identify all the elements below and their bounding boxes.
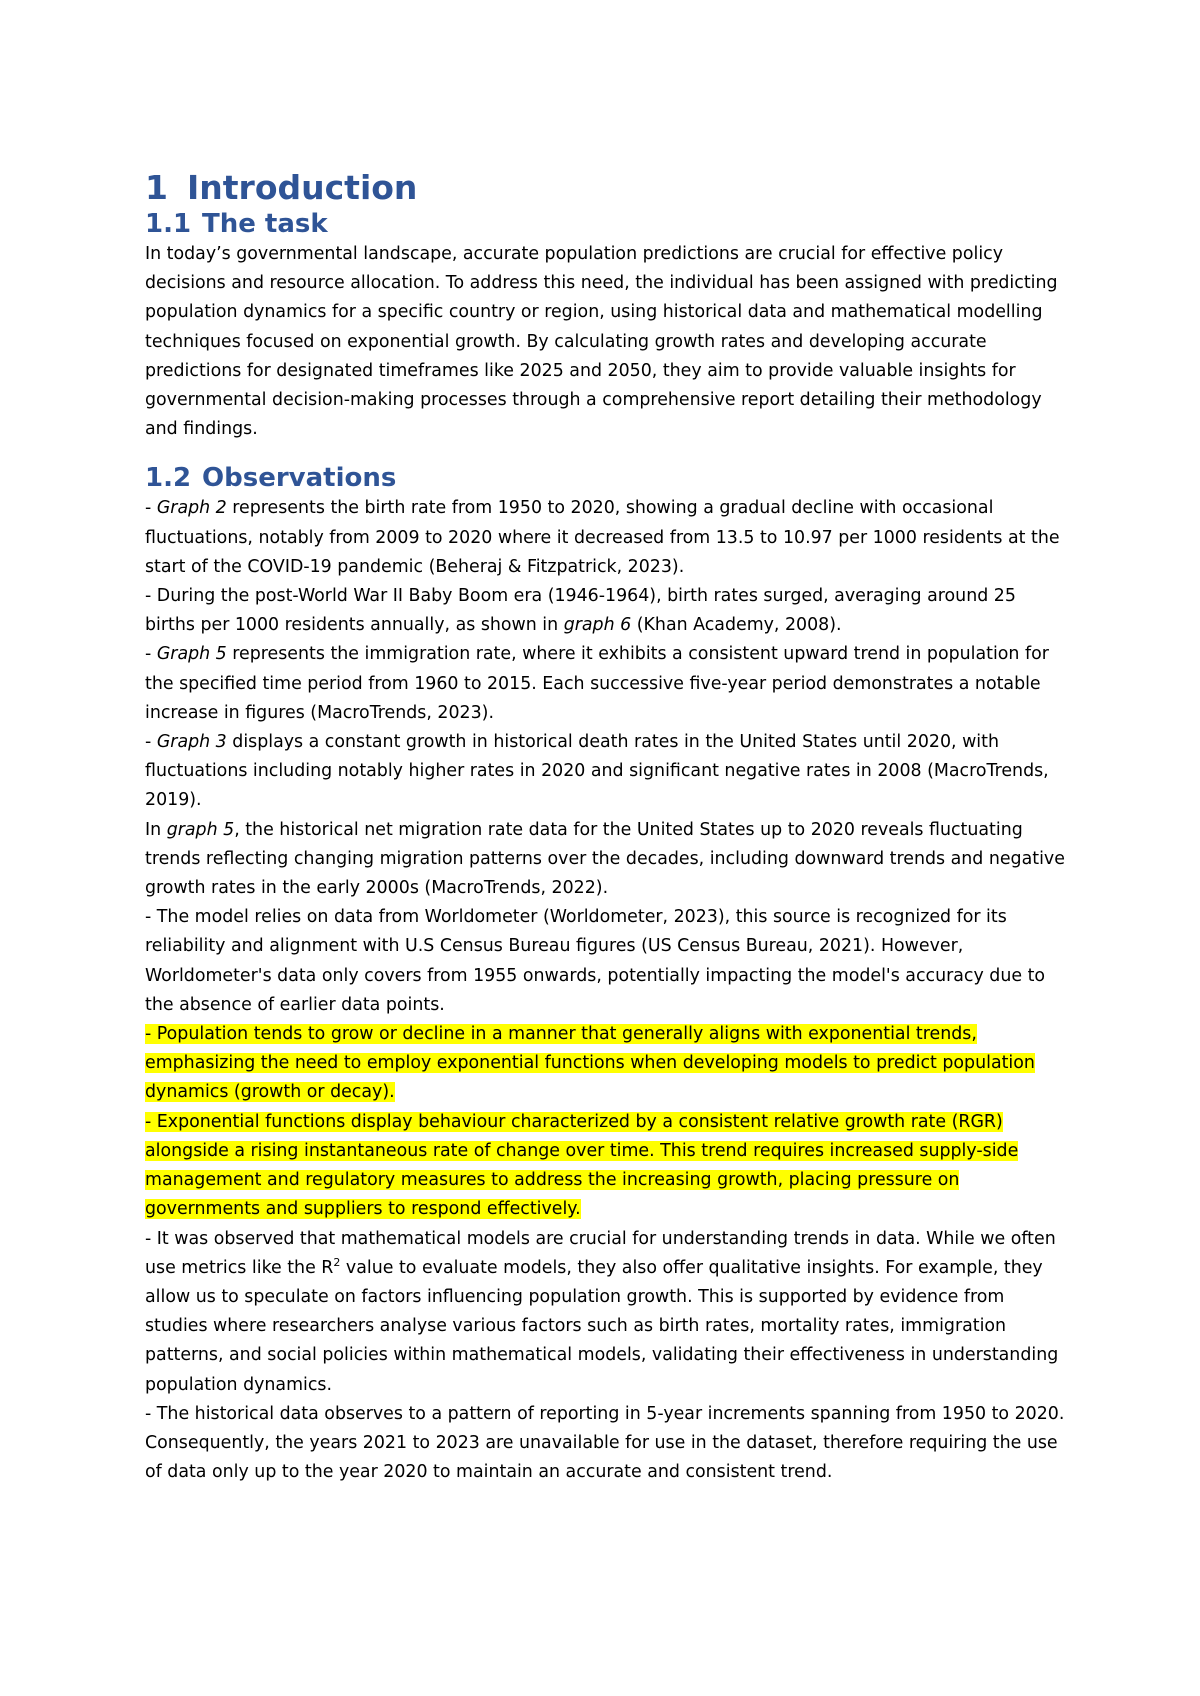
heading-the-task (145, 208, 1065, 240)
observation-mathematical-models (145, 1225, 1065, 1400)
observation-death-rates (145, 728, 1065, 816)
text-run: (Khan Academy, 2008). (631, 615, 842, 636)
observation-exponential-functions (145, 1108, 1065, 1225)
heading-number: 1.1 (145, 209, 192, 239)
text-run: - (145, 732, 157, 753)
text-run: - (145, 644, 157, 665)
highlighted-text: - Population tends to grow or decline in a manner that generally aligns with exponential trends, emphasizing the need to employ exponential functions when developing models to predict population dynamics (growth or decay). (145, 1024, 1035, 1103)
text-run: , the historical net migration rate data for the United States up to 2020 reveals fluctuating trends reflecting changing migration patterns over the decades, including downward trends and negative growth rates in the early 2000s (MacroTrends, 2022). (145, 819, 1065, 899)
observation-net-migration (145, 816, 1065, 904)
observation-birth-rate (145, 494, 1065, 582)
text-run: In (145, 819, 167, 840)
text-run: - (145, 498, 157, 519)
heading-number: 1.2 (145, 463, 192, 494)
graph-reference: Graph 2 (156, 498, 227, 519)
graph-reference: Graph 3 (156, 732, 227, 753)
heading-observations (145, 462, 1065, 494)
heading-title: Introduction (187, 168, 418, 207)
observation-historical-data: - The historical data observes to a pattern of reporting in 5-year increments spanning from 1950 to 2020. Consequently, the years 2021 to 2023 are unavailable for use in the dataset, therefore requiring the use of data only up to the year 2020 to maintain an accurate and consistent trend. (145, 1403, 1065, 1483)
heading-title: The task (202, 209, 328, 239)
observation-immigration (145, 640, 1065, 728)
observation-data-source: - The model relies on data from Worldometer (Worldometer, 2023), this source is recognized for its reliability and alignment with U.S Census Bureau figures (US Census Bureau, 2021). However, Worldometer's data only covers from 1955 onwards, potentially impacting the model's accuracy due to the absence of earlier data points. (145, 907, 1046, 1015)
graph-reference: Graph 5 (156, 644, 227, 665)
heading-title: Observations (202, 463, 397, 494)
graph-reference: graph 5 (166, 819, 235, 840)
observation-exponential-trends (145, 1020, 1065, 1108)
graph-reference: graph 6 (563, 615, 632, 636)
text-run: displays a constant growth in historical death rates in the United States until 2020, with fluctuations including notably higher rates in 2020 and significant negative rates in 2008 (MacroTrends, 2019). (145, 732, 1049, 811)
task-paragraph: In today’s governmental landscape, accurate population predictions are crucial for effective policy decisions and resource allocation. To address this need, the individual has been assigned with predicting population dynamics for a specific country or region, using historical data and mathematical modelling techniques focused on exponential growth. By calculating growth rates and developing accurate predictions for designated timeframes like 2025 and 2050, they aim to provide valuable insights for governmental decision-making processes through a comprehensive report detailing their methodology and findings. (145, 244, 1058, 440)
text-run: represents the immigration rate, where it exhibits a consistent upward trend in population for the specified time period from 1960 to 2015. Each successive five-year period demonstrates a notable increase in figures (MacroTrends, 2023). (145, 644, 1049, 723)
text-run: - During the post-World War II Baby Boom era (1946-1964), birth rates surged, averaging around 25 births per 1000 residents annually, as shown in (145, 586, 1016, 636)
highlighted-text: - Exponential functions display behaviour characterized by a consistent relative growth rate (RGR) alongside a rising instantaneous rate of change over time. This trend requires increased supply-side management and regulatory measures to address the increasing growth, placing pressure on governments and suppliers to respond effectively. (145, 1111, 1019, 1220)
heading-introduction (145, 168, 1065, 208)
observation-baby-boom (145, 582, 1065, 640)
heading-number: 1 (145, 168, 168, 207)
text-run: value to evaluate models, they also offer qualitative insights. For example, they allow us to speculate on factors influencing population growth. This is supported by evidence from studies where researchers analyse various factors such as birth rates, mortality rates, immigration patterns, and social policies within mathematical models, validating their effectiveness in understanding population dynamics. (145, 1257, 1059, 1395)
text-run: - It was observed that mathematical models are crucial for understanding trends in data. While we often use metrics like the R (145, 1228, 1056, 1278)
text-run: represents the birth rate from 1950 to 2020, showing a gradual decline with occasional fluctuations, notably from 2009 to 2020 where it decreased from 13.5 to 10.97 per 1000 residents at the start of the COVID-19 pandemic (Beheraj & Fitzpatrick, 2023). (145, 498, 1060, 577)
superscript: 2 (333, 1255, 341, 1269)
document-page (145, 168, 1065, 1487)
